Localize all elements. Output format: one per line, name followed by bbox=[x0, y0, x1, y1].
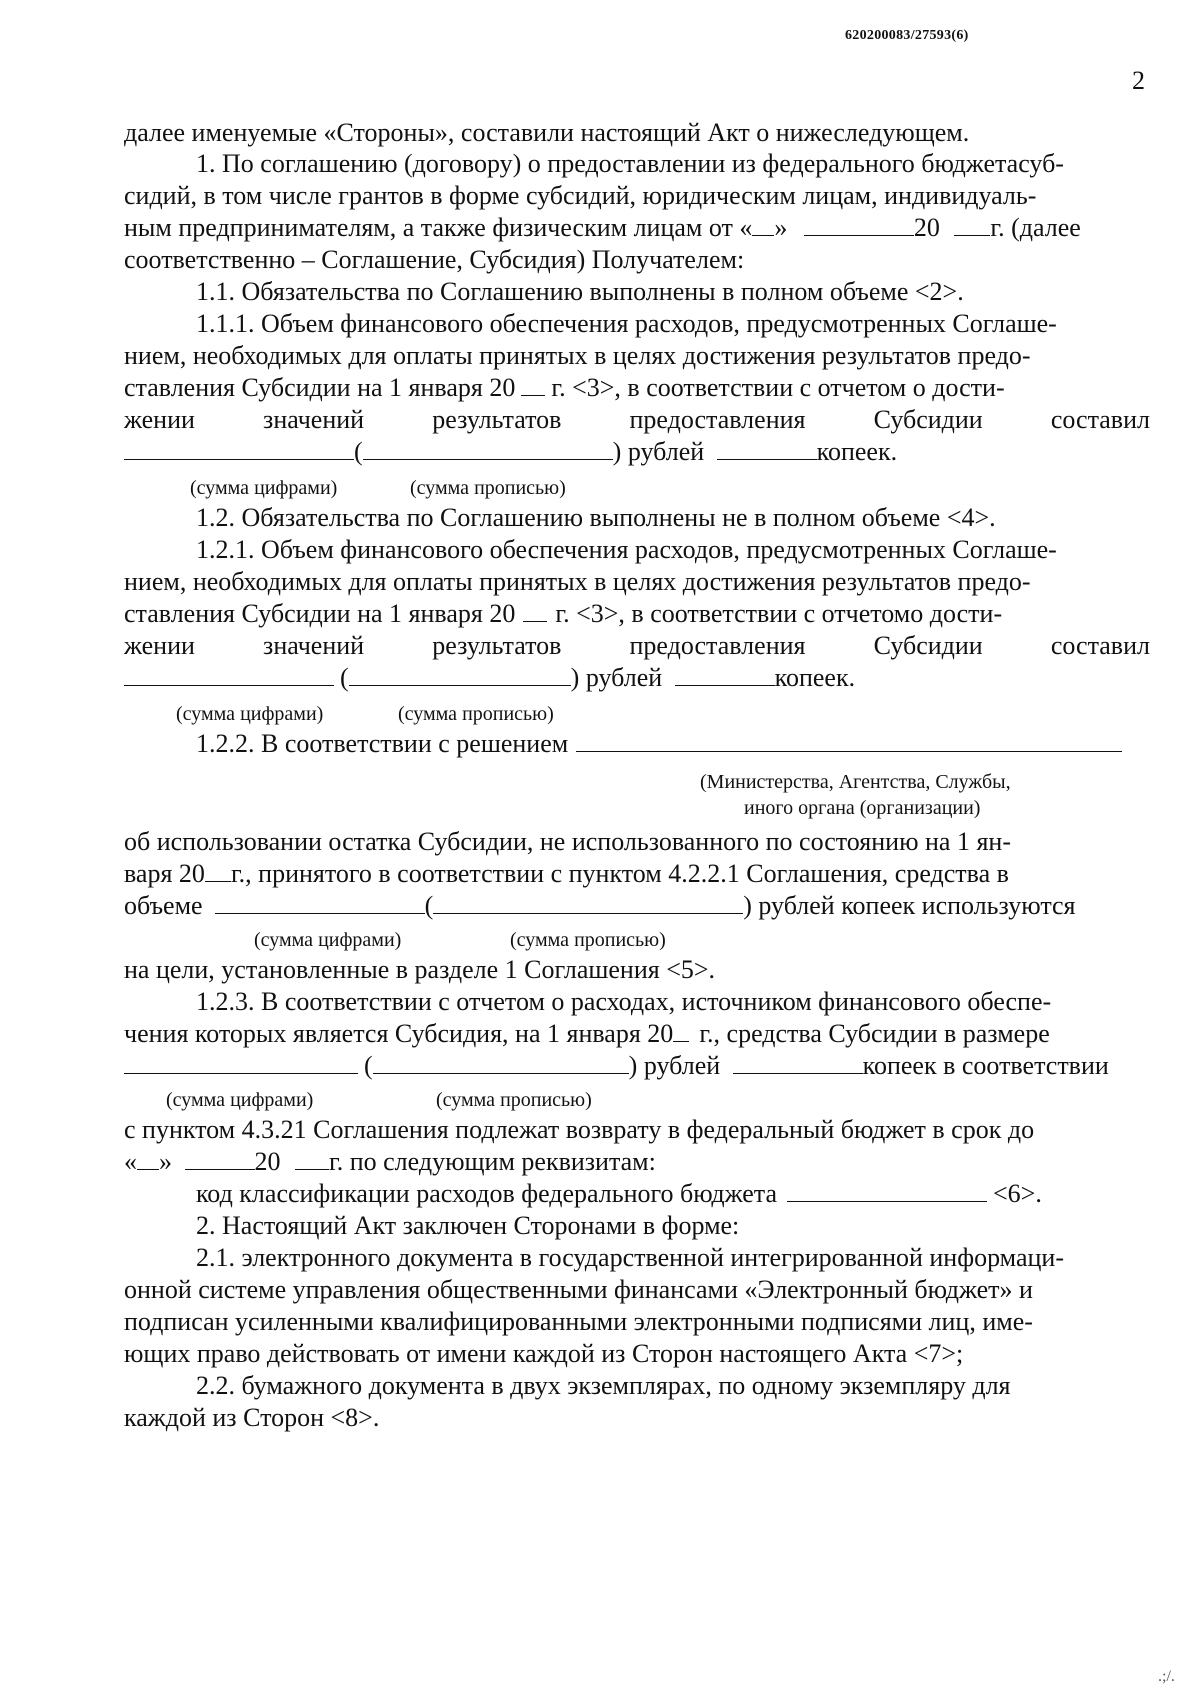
blank-line bbox=[124, 1053, 358, 1074]
blank-line bbox=[215, 893, 425, 914]
blank-line bbox=[523, 601, 547, 622]
field-caption: (сумма цифрами) bbox=[190, 477, 338, 499]
field-caption: (сумма цифрами) bbox=[254, 929, 402, 951]
field-caption: (Министерства, Агентства, Службы, bbox=[700, 771, 1011, 793]
field-caption: (сумма прописью) bbox=[398, 703, 554, 725]
text-line: соответственно – Соглашение, Субсидия) Получателем: bbox=[124, 245, 745, 274]
text-line: ющих право действовать от имени каждой из Сторон настоящего Акта <7>; bbox=[124, 1339, 964, 1368]
field-caption: иного органа (организации) bbox=[744, 797, 981, 819]
text-line: чения которых является Субсидия, на 1 января 20 г., средства Субсидии в размере bbox=[124, 1019, 1050, 1048]
blank-line bbox=[752, 215, 774, 236]
text-line: код классификации расходов федерального бюджета <6>. bbox=[196, 1179, 1042, 1208]
blank-line bbox=[373, 1053, 629, 1074]
text-line: онной системе управления общественными финансами «Электронный бюджет» и bbox=[124, 1275, 1033, 1304]
text-line: сидий, в том числе грантов в форме субсидий, юридическим лицам, индивидуаль- bbox=[124, 181, 1037, 210]
blank-line bbox=[954, 215, 990, 236]
text-line: ( ) рублей копеек в соответствии bbox=[124, 1050, 1109, 1082]
field-caption: (сумма прописью) bbox=[410, 477, 566, 499]
blank-line bbox=[363, 439, 613, 460]
text-line: 2.2. бумажного документа в двух экземплярах, по одному экземпляру для bbox=[196, 1371, 1011, 1400]
blank-line bbox=[124, 665, 334, 686]
field-caption: (сумма прописью) bbox=[510, 929, 666, 951]
text-line: 1.1.1. Объем финансового обеспечения расходов, предусмотренных Соглаше- bbox=[196, 309, 1057, 338]
text-line: 1.2.3. В соответствии с отчетом о расходах, источником финансового обеспе- bbox=[196, 987, 1052, 1016]
text-line: ставления Субсидии на 1 января 20 г. <3>, в соответствии с отчетомо дости- bbox=[124, 599, 1003, 628]
text-line: далее именуемые «Стороны», составили настоящий Акт о нижеследующем. bbox=[124, 118, 970, 147]
text-line: 1.2.2. В соответствии с решением bbox=[196, 728, 1122, 760]
text-line: 1.2.1. Объем финансового обеспечения расходов, предусмотренных Соглаше- bbox=[196, 535, 1057, 564]
text-line: каждой из Сторон <8>. bbox=[124, 1403, 380, 1432]
field-caption: (сумма прописью) bbox=[436, 1089, 592, 1111]
text-line: с пунктом 4.3.21 Соглашения подлежат возврату в федеральный бюджет в срок до bbox=[124, 1115, 1035, 1144]
blank-line bbox=[717, 439, 817, 460]
blank-line bbox=[673, 1021, 689, 1042]
document-code: 620200083/27593(6) bbox=[845, 28, 969, 43]
blank-line bbox=[185, 1149, 255, 1170]
field-caption: (сумма цифрами) bbox=[176, 703, 324, 725]
blank-line bbox=[433, 893, 743, 914]
blank-line bbox=[124, 439, 354, 460]
text-line: ( ) рублей копеек. bbox=[124, 662, 855, 694]
blank-line bbox=[295, 1149, 329, 1170]
text-line: на цели, установленные в разделе 1 Соглашения <5>. bbox=[124, 955, 716, 984]
blank-line bbox=[787, 1181, 987, 1202]
text-line: нием, необходимых для оплаты принятых в целях достижения результатов предо- bbox=[124, 567, 1031, 596]
text-line: ( ) рублей копеек. bbox=[124, 436, 897, 468]
text-line: подписан усиленными квалифицированными электронными подписями лиц, име- bbox=[124, 1307, 1033, 1336]
text-line: жении значений результатов предоставления Субсидии составил bbox=[124, 405, 1150, 434]
text-line: ным предпринимателям, а также физическим лицам от « » 20 г. (далее bbox=[124, 213, 1081, 242]
text-line: 2.1. электронного документа в государственной интегрированной информаци- bbox=[196, 1243, 1064, 1272]
field-caption: (сумма цифрами) bbox=[166, 1089, 314, 1111]
blank-line bbox=[576, 731, 1122, 752]
text-line: ставления Субсидии на 1 января 20 г. <3>, в соответствии с отчетом о дости- bbox=[124, 373, 1005, 402]
corner-mark: .;/. bbox=[1158, 1668, 1175, 1685]
text-line: 1.1. Обязательства по Соглашению выполнены в полном объеме <2>. bbox=[196, 277, 964, 306]
text-line: объеме ( ) рублей копеек используются bbox=[124, 891, 1076, 920]
text-line: жении значений результатов предоставления Субсидии составил bbox=[124, 631, 1150, 660]
text-line: нием, необходимых для оплаты принятых в целях достижения результатов предо- bbox=[124, 341, 1031, 370]
blank-line bbox=[675, 665, 775, 686]
blank-line bbox=[521, 375, 545, 396]
text-line: 1.2. Обязательства по Соглашению выполнены не в полном объеме <4>. bbox=[196, 503, 996, 532]
blank-line bbox=[733, 1053, 863, 1074]
text-line: 1. По соглашению (договору) о предоставлении из федерального бюджетасуб- bbox=[196, 149, 1064, 178]
page-number: 2 bbox=[1132, 66, 1145, 95]
text-line: об использовании остатка Субсидии, не использованного по состоянию на 1 ян- bbox=[124, 827, 1011, 856]
blank-line bbox=[137, 1149, 159, 1170]
text-line: 2. Настоящий Акт заключен Сторонами в форме: bbox=[196, 1211, 740, 1240]
text-line: « » 20 г. по следующим реквизитам: bbox=[124, 1147, 656, 1176]
blank-line bbox=[349, 665, 571, 686]
blank-line bbox=[804, 215, 914, 236]
text-line: варя 20 г., принятого в соответствии с пунктом 4.2.2.1 Соглашения, средства в bbox=[124, 859, 1009, 888]
blank-line bbox=[205, 861, 231, 882]
